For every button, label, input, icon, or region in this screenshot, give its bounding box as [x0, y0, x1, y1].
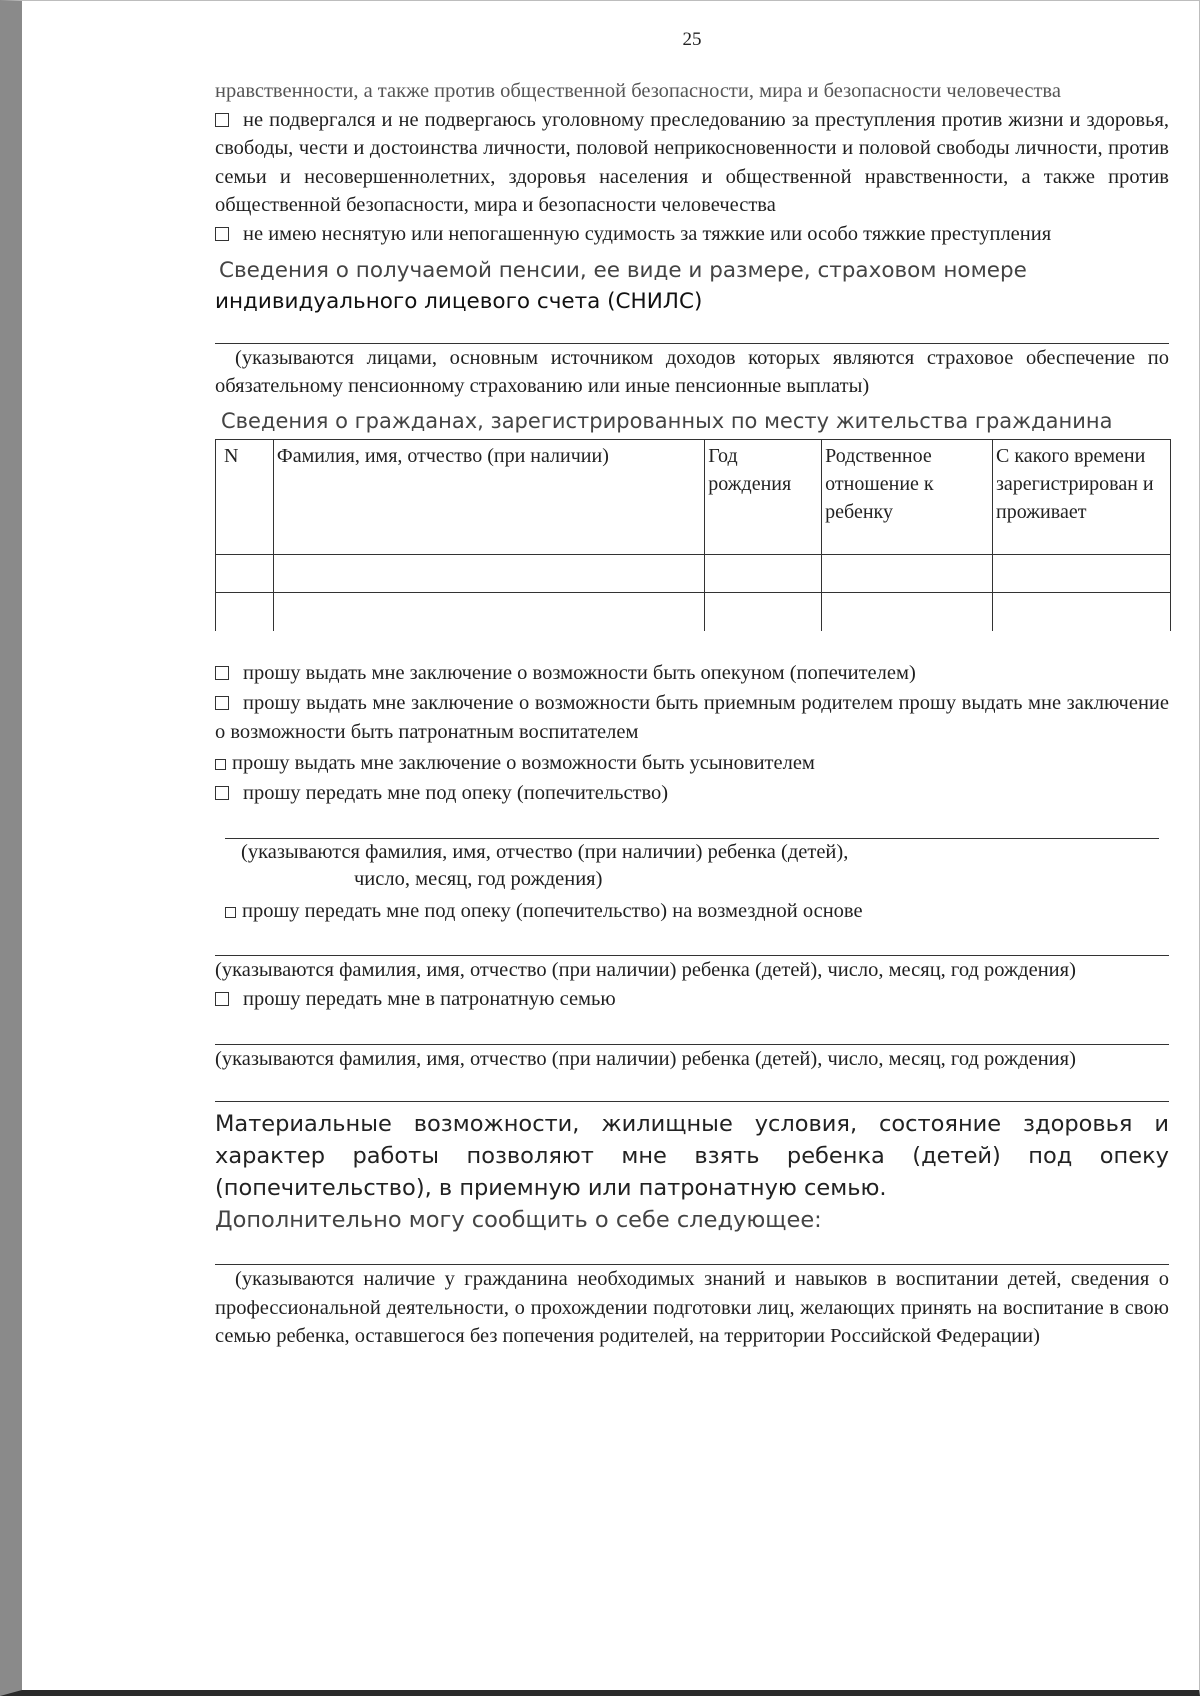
checkbox-icon[interactable] [215, 223, 243, 245]
registered-persons-table [215, 439, 1171, 631]
cell-since[interactable] [993, 554, 1171, 592]
cell-relation[interactable] [822, 592, 993, 631]
child-note-1-line1: (указываются фамилия, имя, отчество (при наличии) ребенка (детей), [241, 840, 849, 863]
document-body [215, 77, 1169, 1351]
additional-fill-line[interactable] [215, 1236, 1169, 1265]
checkbox-transfer-paid[interactable] [215, 897, 1169, 926]
additional-info-label: Дополнительно могу сообщить о себе следующее: [215, 1207, 822, 1234]
cell-fio[interactable] [273, 592, 704, 631]
checkbox-guardian[interactable] [215, 659, 1169, 688]
child-note-1 [215, 839, 1169, 893]
checkbox-patronage[interactable] [215, 985, 1169, 1014]
child-fill-line-1[interactable] [225, 808, 1159, 839]
registered-heading: Сведения о гражданах, зарегистрированных по месту жительства гражданина [221, 408, 1113, 433]
checkbox-guardian-label: прошу выдать мне заключение о возможности быть опекуном (попечителем) [243, 661, 916, 684]
checkbox-foster-label: прошу выдать мне заключение о возможности быть приемным родителем прошу выдать мне заключение о возможности быть патронатным воспитателем [215, 692, 1169, 743]
checkbox-not-prosecuted[interactable] [215, 106, 1169, 220]
checkbox-foster[interactable] [215, 689, 1169, 746]
checkbox-icon[interactable] [215, 109, 243, 131]
checkbox-icon[interactable] [215, 662, 243, 684]
checkbox-transfer-paid-label: прошу передать мне под опеку (попечительство) на возмездной основе [242, 899, 863, 922]
checkbox-no-conviction-label: не имею неснятую или непогашенную судимость за тяжкие или особо тяжкие преступления [243, 222, 1052, 245]
header-relation: Родственное отношение к ребенку [822, 439, 993, 554]
child-note-1-line2: число, месяц, год рождения) [354, 867, 603, 890]
header-year: Год рождения [705, 439, 822, 554]
pension-heading-line1: Сведения о получаемой пенсии, ее виде и размере, страховом номере [219, 257, 1027, 283]
pension-heading-line2: индивидуального лицевого счета (СНИЛС) [215, 288, 703, 314]
pension-fill-line[interactable] [215, 317, 1169, 344]
child-fill-line-4[interactable] [215, 1073, 1169, 1102]
cell-fio[interactable] [273, 554, 704, 592]
checkbox-transfer[interactable] [215, 779, 1169, 808]
cell-n[interactable] [216, 592, 274, 631]
header-since: С какого времени зарегистрирован и проживает [993, 439, 1171, 554]
child-fill-line-3[interactable] [215, 1014, 1169, 1045]
child-note-3: (указываются фамилия, имя, отчество (при наличии) ребенка (детей), число, месяц, год рождения) [215, 1047, 1076, 1070]
page-number: 25 [682, 29, 702, 50]
material-conditions-text: Материальные возможности, жилищные условия, состояние здоровья и характер работы позволяют мне взять ребенка (детей) под опеку (попечительство), в приемную или патронатную семью. [215, 1111, 1169, 1202]
checkbox-icon[interactable] [215, 692, 243, 714]
checkbox-icon[interactable] [215, 988, 243, 1010]
checkbox-transfer-label: прошу передать мне под опеку (попечительство) [243, 782, 669, 805]
table-row[interactable] [216, 554, 1171, 592]
paragraph-morality: нравственности, а также против общественной безопасности, мира и безопасности человечества [215, 80, 1061, 102]
checkbox-adopter[interactable] [215, 749, 1169, 778]
cell-n[interactable] [216, 554, 274, 592]
table-header-row [216, 439, 1171, 554]
checkbox-not-prosecuted-label: не подвергался и не подвергаюсь уголовному преследованию за преступления против жизни и здоровья, свободы, чести и достоинства личности, половой неприкосновенности и половой свободы личности, против семьи и несовершеннолетних, здоровья населения и общественной нравственности, а также против общественной безопасности, мира и безопасности человечества [215, 108, 1169, 217]
cell-year[interactable] [705, 554, 822, 592]
checkbox-icon[interactable] [215, 752, 232, 774]
child-fill-line-2[interactable] [215, 925, 1169, 956]
checkbox-patronage-label: прошу передать мне в патронатную семью [243, 987, 616, 1010]
table-row[interactable] [216, 592, 1171, 631]
checkbox-icon[interactable] [225, 900, 242, 922]
checkbox-no-conviction[interactable] [215, 220, 1169, 249]
child-note-2: (указываются фамилия, имя, отчество (при наличии) ребенка (детей), число, месяц, год рождения) [215, 959, 1076, 982]
checkbox-icon[interactable] [215, 782, 243, 804]
pension-note: (указываются лицами, основным источником доходов которых являются страховое обеспечение по обязательному пенсионному страхованию или иные пенсионные выплаты) [215, 346, 1169, 398]
header-n: N [216, 439, 274, 554]
cell-year[interactable] [705, 592, 822, 631]
cell-since[interactable] [993, 592, 1171, 631]
header-fio: Фамилия, имя, отчество (при наличии) [273, 439, 704, 554]
checkbox-adopter-label: прошу выдать мне заключение о возможности быть усыновителем [232, 751, 815, 774]
cell-relation[interactable] [822, 554, 993, 592]
final-note: (указываются наличие у гражданина необходимых знаний и навыков в воспитании детей, сведения о профессиональной деятельности, о прохождении подготовки лиц, желающих принять на воспитание в свою семью ребенка, оставшегося без попечения родителей, на территории Российской Федерации) [215, 1268, 1169, 1348]
